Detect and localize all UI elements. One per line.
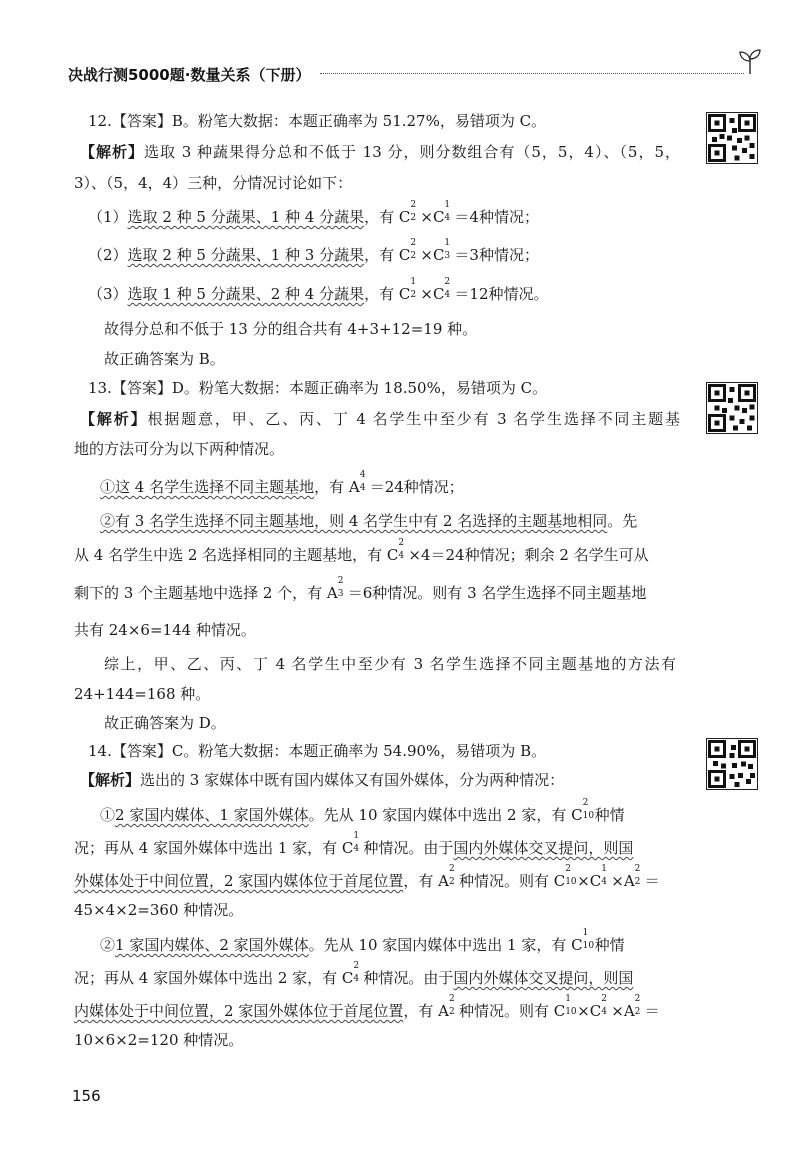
- case-highlight: 选取 2 种 5 分蔬果、1 种 4 分蔬果: [127, 208, 365, 226]
- case-result: ＝12种情况。: [454, 285, 549, 303]
- q14-case1-line2: [74, 831, 674, 858]
- case-text: ×4＝24种情况；剩余 2 名学生可从: [408, 546, 649, 564]
- superscript: 2: [565, 864, 571, 874]
- q14-case1-line4: 45×4×2=360 种情况。: [74, 901, 244, 919]
- case-highlight: 2 家国内媒体、1 家国外媒体: [115, 806, 309, 824]
- qr-code-icon[interactable]: [706, 382, 758, 434]
- superscript: 1: [353, 831, 360, 841]
- case-text: 种情: [594, 806, 625, 824]
- superscript: 2: [448, 864, 455, 874]
- superscript: 2: [410, 238, 417, 248]
- q13-case2-line2: [74, 538, 674, 565]
- q13-final-answer: 故正确答案为 D。: [104, 714, 226, 732]
- q12-case3: [88, 277, 688, 304]
- case-highlight: ②有 3 名学生选择不同主题基地，则 4 名学生中有 2 名选择的主题基地相同: [100, 512, 608, 530]
- case-highlight: 内媒体处于中间位置，2 家国外媒体位于首尾位置: [74, 1002, 404, 1020]
- q12-case2: [88, 238, 688, 265]
- arrangement-symbol: A: [623, 872, 635, 890]
- case-text: 种情况。由于: [363, 969, 454, 987]
- case-text: ，有 A: [403, 1002, 449, 1020]
- analysis-text: 选取 3 种蔬果得分总和不低于 13 分，则分数组合有（5，5，4）、（5，5，: [143, 143, 680, 161]
- superscript: 2: [448, 994, 455, 1004]
- case-text: ＝6种情况。则有 3 名学生选择不同主题基地: [347, 584, 647, 602]
- combination-symbol: C: [589, 872, 602, 890]
- equals-sign: ＝: [644, 872, 660, 890]
- case-number: ①: [100, 806, 116, 824]
- superscript: 1: [565, 994, 571, 1004]
- case-text: 剩下的 3 个主题基地中选择 2 个，有 A: [74, 584, 338, 602]
- times-sign: ×: [420, 246, 433, 264]
- subscript: 2: [448, 877, 455, 887]
- subscript: 2: [634, 877, 641, 887]
- q14-case2-line2: [74, 961, 674, 988]
- superscript: 2: [398, 538, 405, 548]
- q13-summary-line1: 综上，甲、乙、丙、丁 4 名学生中至少有 3 名学生选择不同主题基地的方法有: [104, 655, 676, 673]
- sprout-icon: [738, 46, 762, 76]
- q14-case2-line4: 10×6×2=120 种情况。: [74, 1031, 244, 1049]
- header-rule: [320, 73, 744, 74]
- q12-analysis-line2: 3）、（5，4，4）三种，分情况讨论如下：: [74, 174, 353, 192]
- superscript: 1: [444, 238, 451, 248]
- superscript: 2: [337, 576, 344, 586]
- superscript: 2: [634, 994, 641, 1004]
- subscript: 4: [601, 877, 607, 887]
- superscript: 2: [634, 864, 641, 874]
- combination-symbol: C: [432, 246, 445, 264]
- case-text: 况；再从 4 家国外媒体中选出 1 家，有 C: [74, 839, 354, 857]
- case-highlight: 国内外媒体交叉提问，则国: [453, 969, 634, 987]
- combination-symbol: C: [432, 208, 445, 226]
- q14-case2-line3: [74, 994, 674, 1021]
- times-sign: ×: [420, 285, 433, 303]
- q13-case2-line4: 共有 24×6=144 种情况。: [74, 621, 256, 639]
- q12-answer-line: 12.【答案】B。粉笔大数据：本题正确率为 51.27%，易错项为 C。: [88, 112, 547, 130]
- case-text: 从 4 名学生中选 2 名选择相同的主题基地，有 C: [74, 546, 399, 564]
- analysis-label: 【解析】: [80, 771, 141, 789]
- combination-symbol: C: [589, 1002, 602, 1020]
- times-sign: ×: [577, 872, 590, 890]
- times-sign: ×: [420, 208, 433, 226]
- qr-code-icon[interactable]: [706, 738, 758, 790]
- q13-case2-line3: [74, 576, 674, 603]
- superscript: 1: [444, 200, 451, 210]
- times-sign: ×: [611, 872, 624, 890]
- superscript: 4: [359, 470, 366, 480]
- book-title: 决战行测5000题·数量关系（下册）: [68, 66, 311, 84]
- case-result: ＝24种情况；: [369, 478, 464, 496]
- superscript: 2: [582, 798, 589, 808]
- case-highlight: 国内外媒体交叉提问，则国: [453, 839, 634, 857]
- subscript: 2: [410, 290, 417, 300]
- superscript: 2: [353, 961, 360, 971]
- case-number: （3）: [88, 285, 128, 303]
- case-number: （1）: [88, 208, 128, 226]
- subscript: 4: [359, 483, 366, 493]
- case-text: ，有 C: [364, 208, 411, 226]
- subscript: 10: [565, 877, 577, 887]
- case-text: ，有 C: [364, 246, 411, 264]
- q12-analysis-line1: [80, 142, 680, 162]
- case-highlight: ①这 4 名学生选择不同主题基地: [100, 478, 315, 496]
- equals-sign: ＝: [644, 1002, 660, 1020]
- subscript: 3: [337, 589, 344, 599]
- case-text: 。先: [607, 512, 638, 530]
- subscript: 4: [444, 213, 451, 223]
- q13-analysis-line1: [80, 409, 680, 429]
- running-header: [68, 58, 758, 88]
- q12-final-answer: 故正确答案为 B。: [104, 350, 225, 368]
- combination-symbol: C: [432, 285, 445, 303]
- case-text: 种情况。由于: [363, 839, 454, 857]
- case-number: ②: [100, 936, 116, 954]
- q14-case1-line1: [100, 798, 700, 825]
- case-text: ，有 A: [403, 872, 449, 890]
- q13-case1: [100, 470, 700, 497]
- arrangement-symbol: A: [623, 1002, 635, 1020]
- case-text: 种情: [594, 936, 625, 954]
- subscript: 3: [444, 251, 451, 261]
- subscript: 4: [601, 1007, 607, 1017]
- q12-sum: 故得分总和不低于 13 分的组合共有 4+3+12=19 种。: [104, 320, 478, 338]
- q14-answer-line: 14.【答案】C。粉笔大数据：本题正确率为 54.90%，易错项为 B。: [88, 742, 547, 760]
- q13-summary-line2: 24+144=168 种。: [74, 685, 211, 703]
- case-text: 。先从 10 家国内媒体中选出 2 家，有 C: [308, 806, 583, 824]
- case-text: 种情况。则有 C: [458, 872, 566, 890]
- q13-case2-line1: [100, 511, 700, 531]
- superscript: 1: [410, 277, 417, 287]
- case-text: 种情况。则有 C: [458, 1002, 566, 1020]
- case-highlight: 1 家国内媒体、2 家国外媒体: [115, 936, 309, 954]
- case-text: 。先从 10 家国内媒体中选出 1 家，有 C: [308, 936, 583, 954]
- case-text: ，有 A: [314, 478, 360, 496]
- case-result: ＝3种情况；: [454, 246, 539, 264]
- subscript: 10: [565, 1007, 577, 1017]
- subscript: 4: [353, 974, 360, 984]
- superscript: 1: [601, 864, 607, 874]
- subscript: 4: [353, 844, 360, 854]
- superscript: 2: [601, 994, 607, 1004]
- case-result: ＝4种情况；: [454, 208, 539, 226]
- subscript: 10: [582, 941, 595, 951]
- subscript: 4: [398, 551, 405, 561]
- superscript: 2: [410, 200, 417, 210]
- subscript: 2: [634, 1007, 641, 1017]
- page-number: 156: [72, 1087, 101, 1105]
- subscript: 10: [582, 811, 595, 821]
- analysis-label: 【解析】: [80, 143, 144, 161]
- q12-case1: [88, 200, 688, 227]
- q13-answer-line: 13.【答案】D。粉笔大数据：本题正确率为 18.50%，易错项为 C。: [88, 379, 548, 397]
- analysis-label: 【解析】: [80, 410, 148, 428]
- superscript: 1: [582, 928, 589, 938]
- case-number: （2）: [88, 246, 128, 264]
- q14-case2-line1: [100, 928, 700, 955]
- case-highlight: 外媒体处于中间位置，2 家国内媒体位于首尾位置: [74, 872, 404, 890]
- case-highlight: 选取 1 种 5 分蔬果、2 种 4 分蔬果: [127, 285, 365, 303]
- case-highlight: 选取 2 种 5 分蔬果、1 种 3 分蔬果: [127, 246, 365, 264]
- times-sign: ×: [611, 1002, 624, 1020]
- case-text: 况；再从 4 家国外媒体中选出 2 家，有 C: [74, 969, 354, 987]
- subscript: 4: [444, 290, 451, 300]
- qr-code-icon[interactable]: [706, 112, 758, 164]
- q13-analysis-line2: 地的方法可分为以下两种情况。: [74, 440, 285, 458]
- q14-case1-line3: [74, 864, 674, 891]
- case-text: ，有 C: [364, 285, 411, 303]
- times-sign: ×: [577, 1002, 590, 1020]
- q14-analysis-line1: [80, 770, 680, 790]
- subscript: 2: [410, 251, 417, 261]
- analysis-text: 选出的 3 家媒体中既有国内媒体又有国外媒体，分为两种情况：: [140, 771, 565, 789]
- superscript: 2: [444, 277, 451, 287]
- subscript: 2: [410, 213, 417, 223]
- subscript: 2: [448, 1007, 455, 1017]
- analysis-text: 根据题意，甲、乙、丙、丁 4 名学生中至少有 3 名学生选择不同主题基: [147, 410, 680, 428]
